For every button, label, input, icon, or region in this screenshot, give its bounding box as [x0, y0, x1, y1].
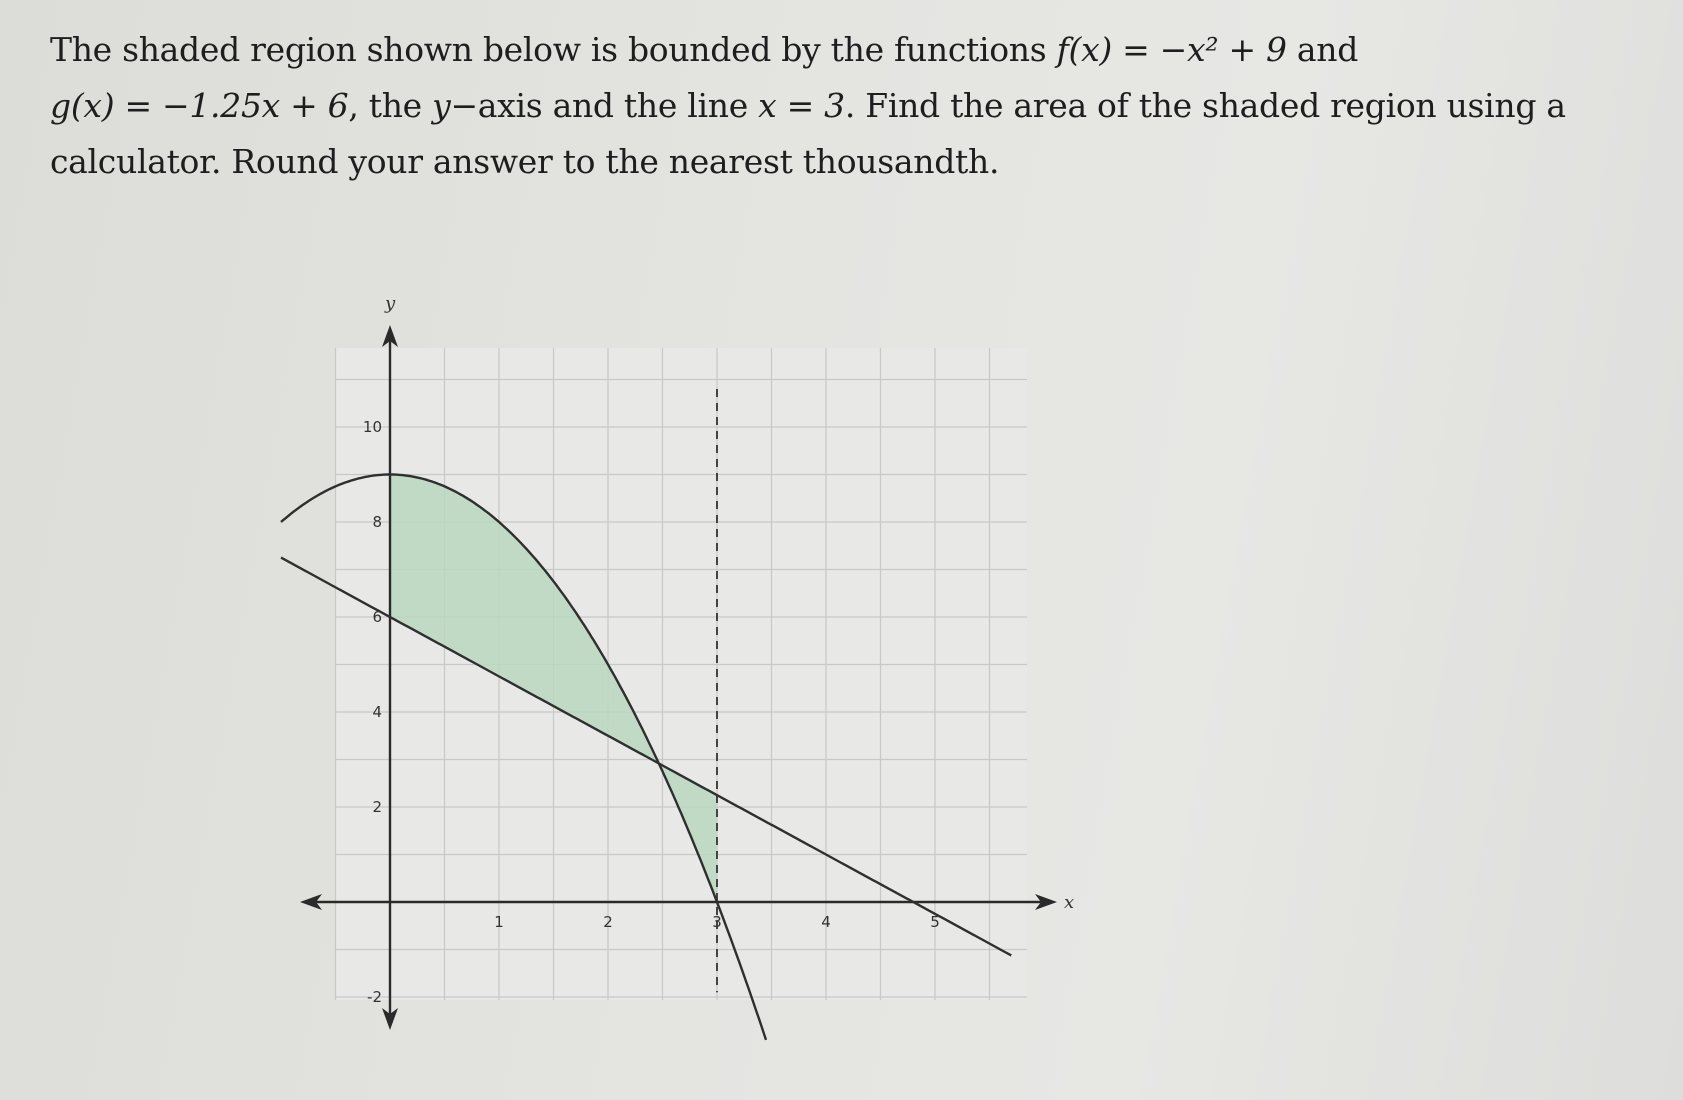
function-g-expression: g(x) = −1.25x + 6: [50, 86, 349, 125]
x-tick-label: 1: [494, 913, 504, 931]
x-tick-label: 2: [603, 913, 613, 931]
line-x-equals-3: x = 3: [758, 86, 845, 125]
y-tick-label: -2: [367, 988, 382, 1006]
y-axis-label: y: [385, 293, 396, 314]
problem-text: −axis and the line: [450, 86, 759, 125]
x-tick-label: 5: [930, 913, 940, 931]
y-tick-label: 6: [372, 608, 382, 626]
y-tick-label: 8: [372, 513, 382, 531]
y-variable: y: [432, 86, 451, 125]
problem-line-3: calculator. Round your answer to the nearest thousandth.: [50, 142, 1000, 181]
x-tick-label: 3: [712, 913, 722, 931]
function-f-expression: f(x) = −x² + 9: [1056, 30, 1287, 69]
x-tick-label: 4: [821, 913, 831, 931]
y-tick-label: 10: [362, 418, 382, 436]
y-tick-label: 2: [372, 798, 382, 816]
problem-text: The shaded region shown below is bounded by the functions: [50, 30, 1057, 69]
y-tick-label: 4: [372, 703, 382, 721]
problem-text: , the: [348, 86, 433, 125]
problem-text: and: [1286, 30, 1359, 69]
x-axis-label: x: [1064, 892, 1075, 913]
problem-text: . Find the area of the shaded region using a: [844, 86, 1566, 125]
